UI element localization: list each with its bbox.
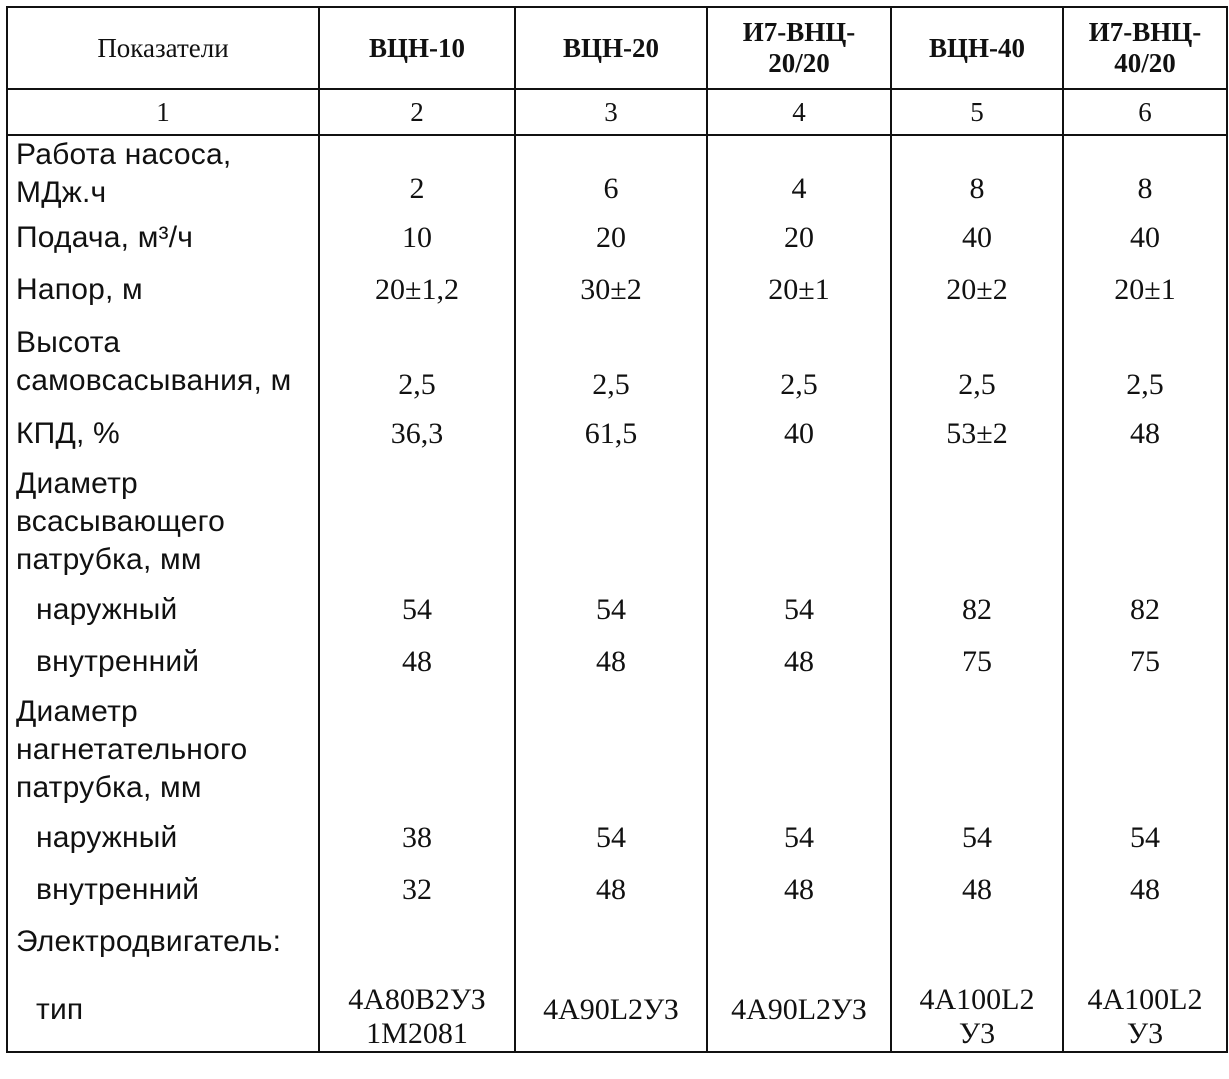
value-cell [515, 460, 707, 584]
row-label [7, 316, 319, 408]
row-label [7, 408, 319, 460]
value-cell [515, 688, 707, 812]
value-cell: 48 [1063, 864, 1227, 916]
value-cell: 40 [891, 212, 1063, 264]
value-cell: 2,5 [319, 316, 515, 408]
value-cell: 54 [1063, 812, 1227, 864]
row-label-line: Напор, м [16, 273, 143, 306]
value-cell: 54 [707, 812, 891, 864]
value-cell: 2,5 [707, 316, 891, 408]
value-cell: 48 [707, 864, 891, 916]
row-label [7, 688, 319, 812]
table-body [7, 135, 1227, 1052]
value-cell: 4 [707, 135, 891, 212]
row-label-line: наружный [36, 821, 178, 854]
header-cell: ВЦН-10 [319, 7, 515, 89]
value-cell: 20±1 [1063, 264, 1227, 316]
value-cell [319, 460, 515, 584]
value-cell [1063, 916, 1227, 968]
value-cell: 54 [515, 812, 707, 864]
row-label [7, 968, 319, 1052]
header-cell [707, 7, 891, 89]
table-row [7, 212, 1227, 264]
value-cell: 48 [515, 636, 707, 688]
value-cell: 48 [707, 636, 891, 688]
row-label-line: внутренний [36, 645, 200, 678]
value-cell: 2 [319, 135, 515, 212]
row-label [7, 812, 319, 864]
value-cell [891, 460, 1063, 584]
row-label-line: Диаметр [16, 467, 138, 500]
value-cell [707, 916, 891, 968]
header-line: 20/20 [768, 48, 830, 78]
value-cell: 4А80В2УЗ 1М2081 [319, 968, 515, 1052]
column-number: 4 [707, 89, 891, 135]
row-label-line: самовсасывания, м [16, 364, 292, 397]
value-cell: 2,5 [515, 316, 707, 408]
table-row [7, 688, 1227, 812]
value-cell: 54 [891, 812, 1063, 864]
value-cell: 4А90L2УЗ [515, 968, 707, 1052]
value-cell: 75 [891, 636, 1063, 688]
row-label [7, 636, 319, 688]
column-number: 3 [515, 89, 707, 135]
value-cell: 4А90L2УЗ [707, 968, 891, 1052]
table-row [7, 135, 1227, 212]
value-cell: 6 [515, 135, 707, 212]
value-cell: 48 [319, 636, 515, 688]
value-cell: 20 [515, 212, 707, 264]
value-cell: 10 [319, 212, 515, 264]
column-number: 6 [1063, 89, 1227, 135]
row-label-line: патрубка, мм [16, 543, 202, 576]
table-row [7, 584, 1227, 636]
table-row [7, 264, 1227, 316]
value-cell [319, 688, 515, 812]
value-cell: 75 [1063, 636, 1227, 688]
value-cell [891, 916, 1063, 968]
value-cell: 20±1,2 [319, 264, 515, 316]
table-row [7, 460, 1227, 584]
table-row [7, 408, 1227, 460]
value-cell: 20±2 [891, 264, 1063, 316]
table-row [7, 916, 1227, 968]
table-row [7, 864, 1227, 916]
value-cell: 82 [891, 584, 1063, 636]
header-cell: ВЦН-20 [515, 7, 707, 89]
row-label-line: всасывающего [16, 505, 226, 538]
header-line: И7-ВНЦ- [742, 17, 856, 47]
table-row [7, 636, 1227, 688]
value-cell: 20 [707, 212, 891, 264]
row-label [7, 212, 319, 264]
header-cell: ВЦН-40 [891, 7, 1063, 89]
value-cell: 38 [319, 812, 515, 864]
column-number-row [7, 89, 1227, 135]
row-label-line: Работа насоса, [16, 138, 232, 171]
value-cell: 54 [515, 584, 707, 636]
pump-specs-table [6, 6, 1228, 1053]
row-label-line: наружный [36, 593, 178, 626]
value-cell: 53±2 [891, 408, 1063, 460]
row-label-line: КПД, % [16, 417, 120, 450]
table-row [7, 316, 1227, 408]
value-cell: 2,5 [1063, 316, 1227, 408]
value-cell: 54 [319, 584, 515, 636]
value-cell [707, 688, 891, 812]
value-cell: 54 [707, 584, 891, 636]
header-row [7, 7, 1227, 89]
value-cell [1063, 460, 1227, 584]
value-cell [319, 916, 515, 968]
value-cell [707, 460, 891, 584]
table-row [7, 968, 1227, 1052]
value-cell: 8 [891, 135, 1063, 212]
row-label-line: нагнетательного [16, 733, 248, 766]
value-cell: 61,5 [515, 408, 707, 460]
row-label-line: Высота [16, 326, 121, 359]
column-number: 2 [319, 89, 515, 135]
row-label-line: патрубка, мм [16, 771, 202, 804]
value-cell: 8 [1063, 135, 1227, 212]
row-label [7, 916, 319, 968]
row-label-line: тип [36, 992, 84, 1026]
value-cell [891, 688, 1063, 812]
row-label [7, 460, 319, 584]
value-cell: 40 [707, 408, 891, 460]
value-cell [515, 916, 707, 968]
header-cell [1063, 7, 1227, 89]
row-label [7, 864, 319, 916]
column-number: 1 [7, 89, 319, 135]
value-cell: 48 [515, 864, 707, 916]
column-number: 5 [891, 89, 1063, 135]
value-cell: 4А100L2 У3 [1063, 968, 1227, 1052]
row-label-line: внутренний [36, 873, 200, 906]
header-line: 40/20 [1114, 48, 1176, 78]
header-line: И7-ВНЦ- [1088, 17, 1202, 47]
row-label [7, 584, 319, 636]
value-cell: 32 [319, 864, 515, 916]
value-cell: 48 [1063, 408, 1227, 460]
row-label-line: МДж.ч [16, 176, 107, 209]
value-cell: 20±1 [707, 264, 891, 316]
table-row [7, 812, 1227, 864]
value-cell [1063, 688, 1227, 812]
value-cell: 48 [891, 864, 1063, 916]
row-label-line: Электродвигатель: [16, 925, 282, 958]
row-label [7, 135, 319, 212]
row-label-line: Подача, м³/ч [16, 221, 194, 254]
row-label-line: Диаметр [16, 695, 138, 728]
value-cell: 40 [1063, 212, 1227, 264]
row-label [7, 264, 319, 316]
value-cell: 82 [1063, 584, 1227, 636]
value-cell: 30±2 [515, 264, 707, 316]
value-cell: 2,5 [891, 316, 1063, 408]
header-cell: Показатели [7, 7, 319, 89]
value-cell: 36,3 [319, 408, 515, 460]
value-cell: 4А100L2 У3 [891, 968, 1063, 1052]
